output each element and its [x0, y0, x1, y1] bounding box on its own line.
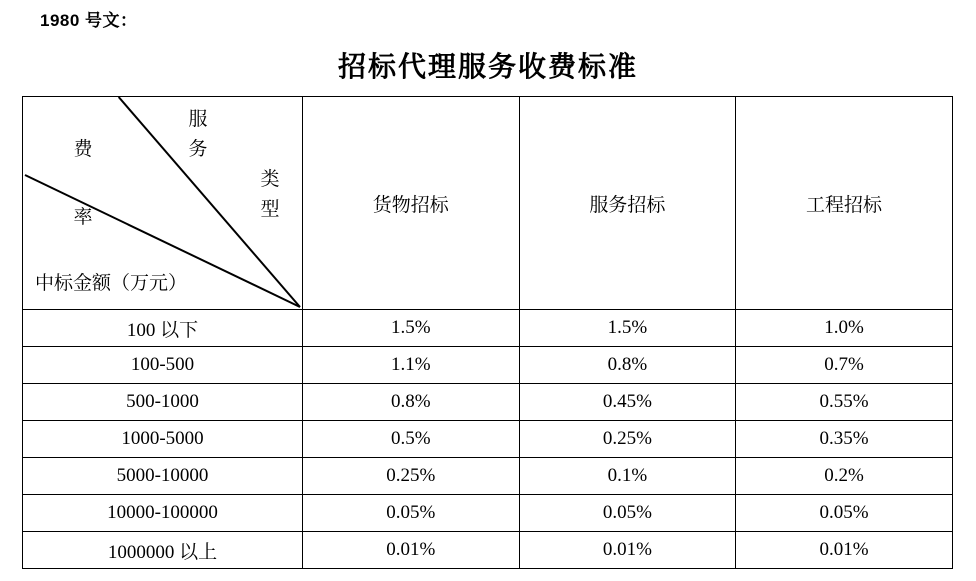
- header-column-goods: 货物招标: [303, 97, 520, 310]
- row-range: 10000-100000: [23, 495, 303, 532]
- table-row: [23, 310, 953, 347]
- row-engineering-rate: 0.7%: [736, 347, 953, 384]
- row-range: 500-1000: [23, 384, 303, 421]
- row-range: 1000-5000: [23, 421, 303, 458]
- row-goods-rate: 1.5%: [303, 310, 520, 347]
- table-row: [23, 532, 953, 569]
- table-row: [23, 347, 953, 384]
- row-goods-rate: 0.01%: [303, 532, 520, 569]
- row-goods-rate: 0.25%: [303, 458, 520, 495]
- row-service-rate: 0.05%: [519, 495, 736, 532]
- fee-standard-table: [22, 96, 953, 569]
- row-service-rate: 1.5%: [519, 310, 736, 347]
- row-range: 100 以下: [23, 310, 303, 347]
- row-engineering-rate: 0.2%: [736, 458, 953, 495]
- table-row: [23, 421, 953, 458]
- row-goods-rate: 0.8%: [303, 384, 520, 421]
- header-label-type-text: 类型: [260, 169, 280, 220]
- row-range: 100-500: [23, 347, 303, 384]
- row-range: 5000-10000: [23, 458, 303, 495]
- header-label-fee: 费: [73, 139, 93, 160]
- row-service-rate: 0.1%: [519, 458, 736, 495]
- row-engineering-rate: 1.0%: [736, 310, 953, 347]
- row-service-rate: 0.45%: [519, 384, 736, 421]
- table-row: [23, 384, 953, 421]
- row-service-rate: 0.01%: [519, 532, 736, 569]
- document-note: 1980 号文：: [40, 11, 138, 30]
- header-column-service: 服务招标: [519, 97, 736, 310]
- row-engineering-rate: 0.55%: [736, 384, 953, 421]
- header-label-fee-rate: [68, 135, 98, 233]
- row-service-rate: 0.25%: [519, 421, 736, 458]
- row-engineering-rate: 0.01%: [736, 532, 953, 569]
- header-label-bid-amount: 中标金额（万元）: [35, 273, 188, 294]
- table-header-row: [23, 97, 953, 310]
- header-label-type: [255, 165, 285, 225]
- table-row: [23, 495, 953, 532]
- fee-standard-table-wrapper: [22, 96, 952, 569]
- row-goods-rate: 0.05%: [303, 495, 520, 532]
- page-title: 招标代理服务收费标准: [337, 52, 638, 83]
- row-engineering-rate: 0.05%: [736, 495, 953, 532]
- row-goods-rate: 1.1%: [303, 347, 520, 384]
- header-column-engineering: 工程招标: [736, 97, 953, 310]
- row-range: 1000000 以上: [23, 532, 303, 569]
- row-service-rate: 0.8%: [519, 347, 736, 384]
- header-label-rate: 率: [73, 207, 93, 228]
- table-corner-header-cell: [23, 97, 303, 310]
- table-row: [23, 458, 953, 495]
- row-goods-rate: 0.5%: [303, 421, 520, 458]
- header-label-service-char1: 服务: [188, 109, 208, 160]
- row-engineering-rate: 0.35%: [736, 421, 953, 458]
- header-label-service: [183, 105, 213, 165]
